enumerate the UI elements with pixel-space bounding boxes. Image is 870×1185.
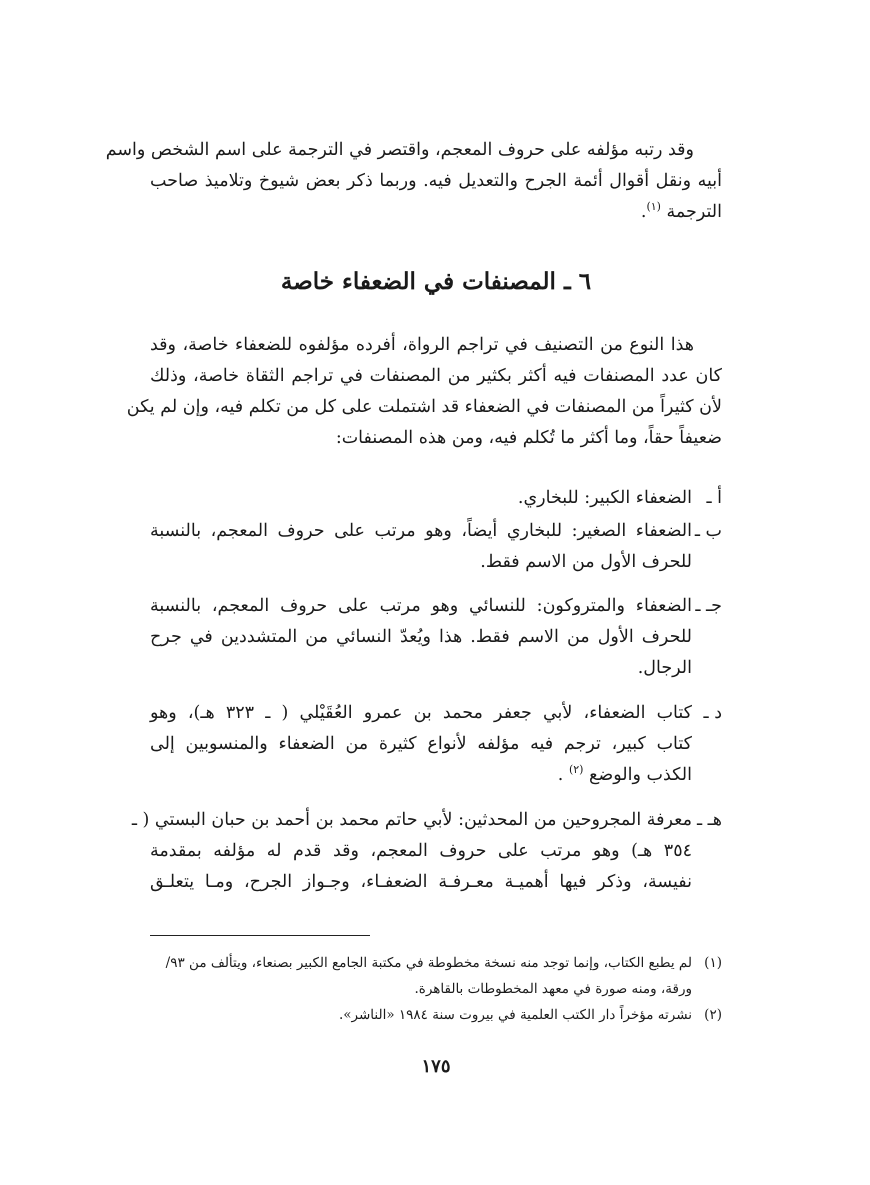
list-item-line xyxy=(150,760,692,791)
footnote-line: نشرته مؤخراً دار الكتب العلمية في بيروت سنة ١٩٨٤ «الناشر». xyxy=(339,1007,692,1023)
section-paragraph xyxy=(126,330,722,454)
list-item-line: الرجال. xyxy=(637,658,692,678)
list-item-line: للحرف الأول من الاسم فقط. هذا ويُعدّ النسائي من المتشددين في جرح xyxy=(150,627,692,647)
intro-end: . xyxy=(640,202,647,222)
list-item-line: كتاب الضعفاء، لأبي جعفر محمد بن عمرو العُقَيْلي ( ـ ٣٢٣ هـ)، وهو xyxy=(150,703,692,723)
footnote-2 xyxy=(150,1002,722,1028)
list-item xyxy=(131,805,722,898)
list-item xyxy=(150,516,722,578)
list-item-line: الضعفاء والمتروكون: للنسائي وهو مرتب على حروف المعجم، بالنسبة xyxy=(150,596,692,616)
list-item xyxy=(150,591,722,684)
list-item-end: . xyxy=(557,765,564,785)
intro-line-3-text: الترجمة xyxy=(666,202,722,222)
list-item-line: معرفة المجروحين من المحدثين: لأبي حاتم محمد بن أحمد بن حبان البستي ( ـ xyxy=(131,810,692,830)
footnote-1 xyxy=(150,950,722,1002)
intro-line-2: أبيه ونقل أقوال أئمة الجرح والتعديل فيه. وربما ذكر بعض شيوخ وتلاميذ صاحب xyxy=(150,171,722,191)
footnote-separator xyxy=(150,935,370,936)
footnote-number: (١) xyxy=(704,955,722,971)
footnotes xyxy=(150,950,722,1028)
list-marker: أ ـ xyxy=(706,488,722,508)
list-marker: جـ ـ xyxy=(695,596,722,616)
footnote-ref-2[interactable]: (٢) xyxy=(568,763,584,777)
section-heading: ٦ ـ المصنفات في الضعفاء خاصة xyxy=(280,268,592,295)
list-item-text: الكذب والوضع xyxy=(589,765,692,785)
list-item-line: للحرف الأول من الاسم فقط. xyxy=(480,552,692,572)
list-item-line: كتاب كبير، ترجم فيه مؤلفه لأنواع كثيرة من الضعفاء والمنسوبين إلى xyxy=(150,734,692,754)
page-number: ١٧٥ xyxy=(421,1056,451,1077)
footnote-line: لم يطبع الكتاب، وإنما توجد منه نسخة مخطوطة في مكتبة الجامع الكبير بصنعاء، ويتألف من ٩٣/ xyxy=(165,955,692,971)
footnote-ref-1[interactable]: (١) xyxy=(646,200,661,214)
section-line-3: لأن كثيراً من المصنفات في الضعفاء قد اشتملت على كل من تكلم فيه، وإن لم يكن xyxy=(126,397,722,417)
section-line-4: ضعيفاً حقاً، وما أكثر ما تُكلم فيه، ومن هذه المصنفات: xyxy=(335,428,722,448)
list-item xyxy=(150,483,722,514)
list-item xyxy=(150,698,722,791)
intro-paragraph xyxy=(105,135,722,228)
list-marker: ب ـ xyxy=(694,521,722,541)
list-item-line: نفيسة، وذكر فيها أهميـة معـرفـة الضعفـاء، وجـواز الجرح، ومـا يتعلـق xyxy=(150,872,692,892)
list-item-line: ٣٥٤ هـ) وهو مرتب على حروف المعجم، وقد قدم له مؤلفه بمقدمة xyxy=(150,841,692,861)
list-item-line: الضعفاء الكبير: للبخاري. xyxy=(517,488,692,508)
list-marker: هـ ـ xyxy=(696,810,722,830)
footnote-line: ورقة، ومنه صورة في معهد المخطوطات بالقاهرة. xyxy=(414,981,692,997)
footnote-number: (٢) xyxy=(704,1007,722,1023)
intro-line-3 xyxy=(150,197,722,228)
list-marker: د ـ xyxy=(703,703,722,723)
list-item-line: الضعفاء الصغير: للبخاري أيضاً، وهو مرتب على حروف المعجم، بالنسبة xyxy=(150,521,692,541)
section-line-2: كان عدد المصنفات فيه أكثر بكثير من المصنفات في تراجم الثقاة خاصة، وذلك xyxy=(150,366,722,386)
section-line-1: هذا النوع من التصنيف في تراجم الرواة، أفرده مؤلفوه للضعفاء خاصة، وقد xyxy=(150,335,694,355)
intro-line-1: وقد رتبه مؤلفه على حروف المعجم، واقتصر في الترجمة على اسم الشخص واسم xyxy=(105,140,694,160)
